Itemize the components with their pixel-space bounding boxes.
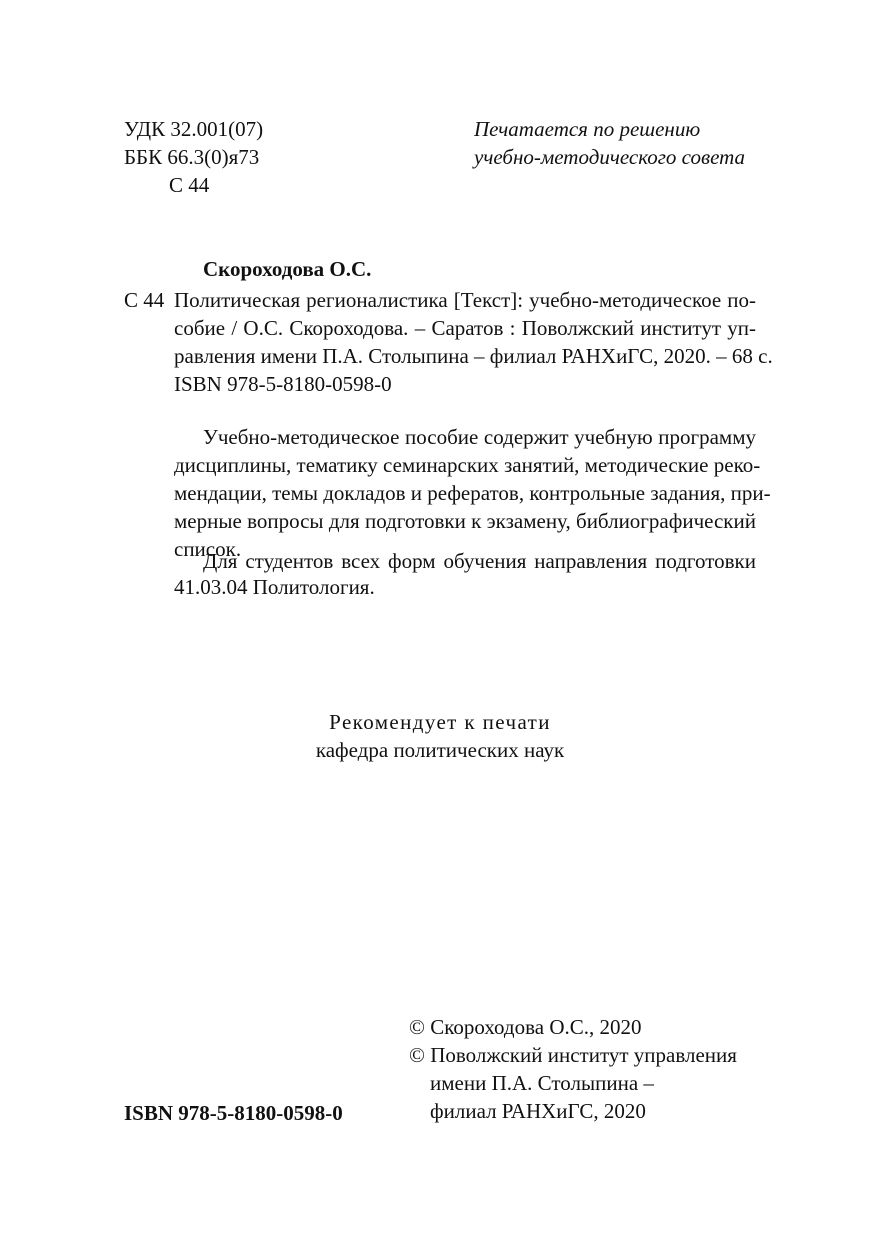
copyright-line: © Скороходова О.С., 2020 [409,1015,642,1039]
print-note-line-2: учебно-методического совета [474,145,746,169]
recommendation-line-1: Рекомендует к печати [329,710,551,734]
annotation-line: список. [174,537,242,561]
author-heading: Скороходова О.С. [203,257,372,281]
record-line: равления имени П.А. Столыпина – филиал РАНХиГС, 2020. – 68 с. [174,344,773,368]
audience-line: 41.03.04 Политология. [174,575,375,599]
annotation-line: Учебно-методическое пособие содержит учебную программу [203,425,756,449]
udk-code: УДК 32.001(07) [124,117,264,141]
record-line: собие / О.С. Скороходова. – Саратов : Поволжский институт уп- [174,316,756,340]
copyright-line: имени П.А. Столыпина – [430,1071,654,1095]
annotation-line: мерные вопросы для подготовки к экзамену, библиографический [174,509,756,533]
record-line: Политическая регионалистика [Текст]: учебно-методическое по- [174,288,756,312]
annotation-line: мендации, темы докладов и рефератов, контрольные задания, при- [174,481,771,505]
annotation-line: дисциплины, тематику семинарских занятий, методические реко- [174,453,761,477]
isbn: ISBN 978-5-8180-0598-0 [124,1101,343,1125]
recommendation-line-2: кафедра политических наук [315,738,565,762]
record-author-mark: С 44 [124,288,165,312]
print-note-line-1: Печатается по решению [474,117,701,141]
copyright-line: филиал РАНХиГС, 2020 [430,1099,646,1123]
record-isbn-line: ISBN 978-5-8180-0598-0 [174,372,392,396]
copyright-line: © Поволжский институт управления [409,1043,737,1067]
audience-line: Для студентов всех форм обучения направления подготовки [203,549,756,573]
bbk-code: ББК 66.3(0)я73 [124,145,260,169]
author-mark: С 44 [169,173,210,197]
